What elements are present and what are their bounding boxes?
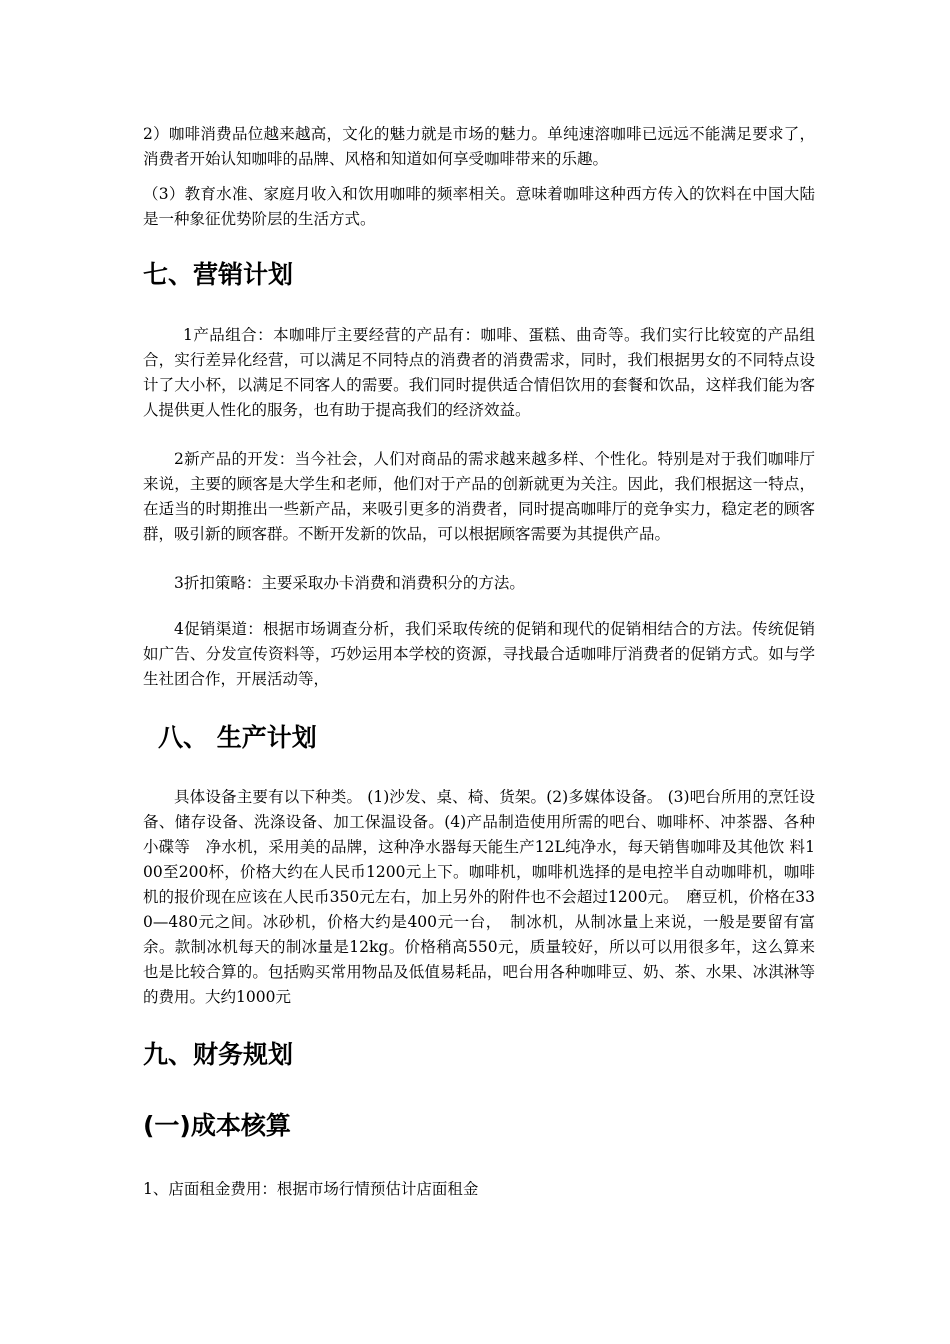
paragraph-coffee-taste: 2）咖啡消费品位越来越高，文化的魅力就是市场的魅力。单纯速溶咖啡已远远不能满足要求了，消费者开始认知咖啡的品牌、风格和知道如何享受咖啡带来的乐趣。 bbox=[143, 125, 815, 168]
heading-production-plan: 八、 生产计划 bbox=[158, 723, 317, 752]
paragraph-discount-strategy: 3折扣策略：主要采取办卡消费和消费积分的方法。 bbox=[174, 574, 525, 592]
heading-marketing-plan: 七、营销计划 bbox=[143, 260, 294, 289]
paragraph-equipment: 具体设备主要有以下种类。 (1)沙发、桌、椅、货架。(2)多媒体设备。 (3)吧台所用的烹饪设备、储存设备、洗涤设备、加工保温设备。(4)产品制造使用所需的吧台、咖啡杯、冲茶器、各种小碟等 净水机，采用美的品牌，这种净水器每天能生产12L纯净水，每天销售咖啡及其他饮 料100至200杯，价格大约在人民币1200元上下。咖啡机，咖啡机选择的是电控半自动咖啡机，咖啡机的报价现在应该在人民币350元左右，加上另外的附件也不会超过1200元。 磨豆机，价格在330—480元之间。冰砂机，价格大约是400元一台， 制冰机，从制冰量上来说，一般是要留有富余。款制冰机每天的制冰量是12kg。价格稍高550元，质量较好，所以可以用很多年，这么算来也是比较合算的。包括购买常用物品及低值易耗品，吧台用各种咖啡豆、奶、茶、水果、冰淇淋等的费用。大约1000元 bbox=[143, 788, 815, 1006]
heading-cost-accounting: (一)成本核算 bbox=[143, 1111, 291, 1140]
paragraph-promotion-channel: 4促销渠道：根据市场调查分析，我们采取传统的促销和现代的促销相结合的方法。传统促销如广告、分发宣传资料等，巧妙运用本学校的资源，寻找最合适咖啡厅消费者的促销方式。如与学生社团合作，开展活动等， bbox=[143, 620, 815, 688]
paragraph-store-rent: 1、店面租金费用：根据市场行情预估计店面租金 bbox=[143, 1180, 479, 1198]
paragraph-new-product: 2新产品的开发：当今社会，人们对商品的需求越来越多样、个性化。特别是对于我们咖啡厅来说，主要的顾客是大学生和老师，他们对于产品的创新就更为关注。因此，我们根据这一特点，在适当的时期推出一些新产品，来吸引更多的消费者，同时提高咖啡厅的竞争实力，稳定老的顾客群，吸引新的顾客群。不断开发新的饮品，可以根据顾客需要为其提供产品。 bbox=[143, 450, 815, 543]
heading-financial-plan: 九、财务规划 bbox=[143, 1040, 294, 1069]
paragraph-product-mix: 1产品组合：本咖啡厅主要经营的产品有：咖啡、蛋糕、曲奇等。我们实行比较宽的产品组合，实行差异化经营，可以满足不同特点的消费者的消费需求，同时，我们根据男女的不同特点设计了大小杯，以满足不同客人的需要。我们同时提供适合情侣饮用的套餐和饮品，这样我们能为客人提供更人性化的服务，也有助于提高我们的经济效益。 bbox=[143, 326, 815, 419]
paragraph-education-income: （3）教育水准、家庭月收入和饮用咖啡的频率相关。意味着咖啡这种西方传入的饮料在中国大陆是一种象征优势阶层的生活方式。 bbox=[143, 185, 815, 228]
